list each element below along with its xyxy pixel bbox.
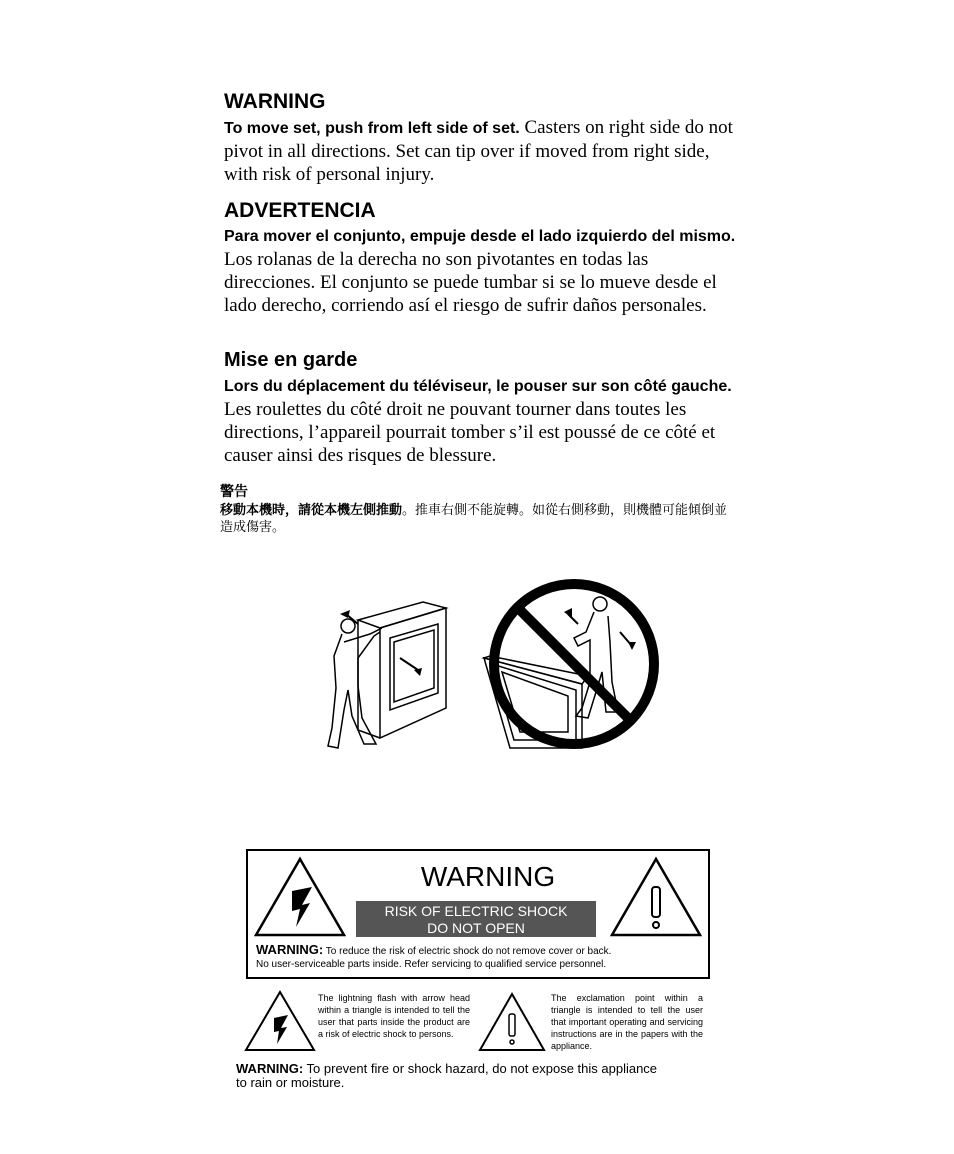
mise-en-garde-paragraph xyxy=(224,374,744,467)
label-warning-line-2: No user-serviceable parts inside. Refer servicing to qualified service personnel. xyxy=(256,959,607,970)
advertencia-body-text: Los rolanas de la derecha no son pivotantes en todas las direcciones. El conjunto se puede tumbar si se lo mueve desde el lado derecho, corriendo así el riesgo de sufrir daños personales. xyxy=(224,249,717,316)
warning-heading: WARNING xyxy=(224,90,326,113)
mise-en-garde-heading: Mise en garde xyxy=(224,349,358,371)
warning-bold-text: To move set, push from left side of set. xyxy=(224,120,520,137)
bottom-warning-line-2: to rain or moisture. xyxy=(236,1075,345,1090)
risk-line-2: DO NOT OPEN xyxy=(427,920,525,936)
exclamation-note: The exclamation point within a triangle is intended to tell the user that important operating and servicing instructions are in the papers with the appliance. xyxy=(551,993,703,1051)
warning-label xyxy=(246,849,710,979)
label-warning-line-1: To reduce the risk of electric shock do not remove cover or back. xyxy=(323,946,612,957)
warning-paragraph xyxy=(224,116,744,186)
risk-banner xyxy=(356,901,596,937)
push-left-illustration xyxy=(318,598,458,758)
chinese-paragraph xyxy=(220,502,730,536)
mise-en-garde-body-text: Les roulettes du côté droit ne pouvant tourner dans toutes les directions, l’appareil pourrait tomber s’il est poussé de ce côté et causer ainsi des risques de blessure. xyxy=(224,399,716,466)
lightning-note: The lightning flash with arrow head within a triangle is intended to tell the user that parts inside the product are a risk of electric shock to persons. xyxy=(318,993,470,1039)
push-right-prohibited-illustration xyxy=(478,572,662,760)
warning-body-text: Casters on right side do not pivot in all directions. Set can tip over if moved from right side, with risk of personal injury. xyxy=(224,117,733,185)
chinese-body-text: 。推車右側不能旋轉。如從右側移動，則機體可能傾倒並造成傷害。 xyxy=(220,503,728,535)
advertencia-bold-text: Para mover el conjunto, empuje desde el lado izquierdo del mismo. xyxy=(224,228,736,245)
chinese-bold-text: 移動本機時，請從本機左側推動 xyxy=(220,503,403,518)
bottom-warning-line-1: To prevent fire or shock hazard, do not expose this appliance xyxy=(303,1061,658,1076)
bottom-warning-word: WARNING: xyxy=(236,1061,304,1076)
exclamation-triangle-icon xyxy=(608,855,704,939)
advertencia-paragraph xyxy=(224,224,744,317)
mise-en-garde-bold-text: Lors du déplacement du téléviseur, le pouser sur son côté gauche. xyxy=(224,378,732,395)
advertencia-heading: ADVERTENCIA xyxy=(224,199,376,222)
bottom-warning xyxy=(236,1062,726,1090)
label-title: WARNING xyxy=(420,861,556,892)
small-lightning-triangle-icon xyxy=(244,990,316,1052)
label-warning-word: WARNING: xyxy=(256,942,324,957)
risk-line-1: RISK OF ELECTRIC SHOCK xyxy=(384,903,568,919)
small-exclamation-triangle-icon xyxy=(478,992,546,1052)
chinese-heading: 警告 xyxy=(220,484,248,500)
lightning-triangle-icon xyxy=(252,855,348,939)
label-warning-text xyxy=(256,943,700,971)
